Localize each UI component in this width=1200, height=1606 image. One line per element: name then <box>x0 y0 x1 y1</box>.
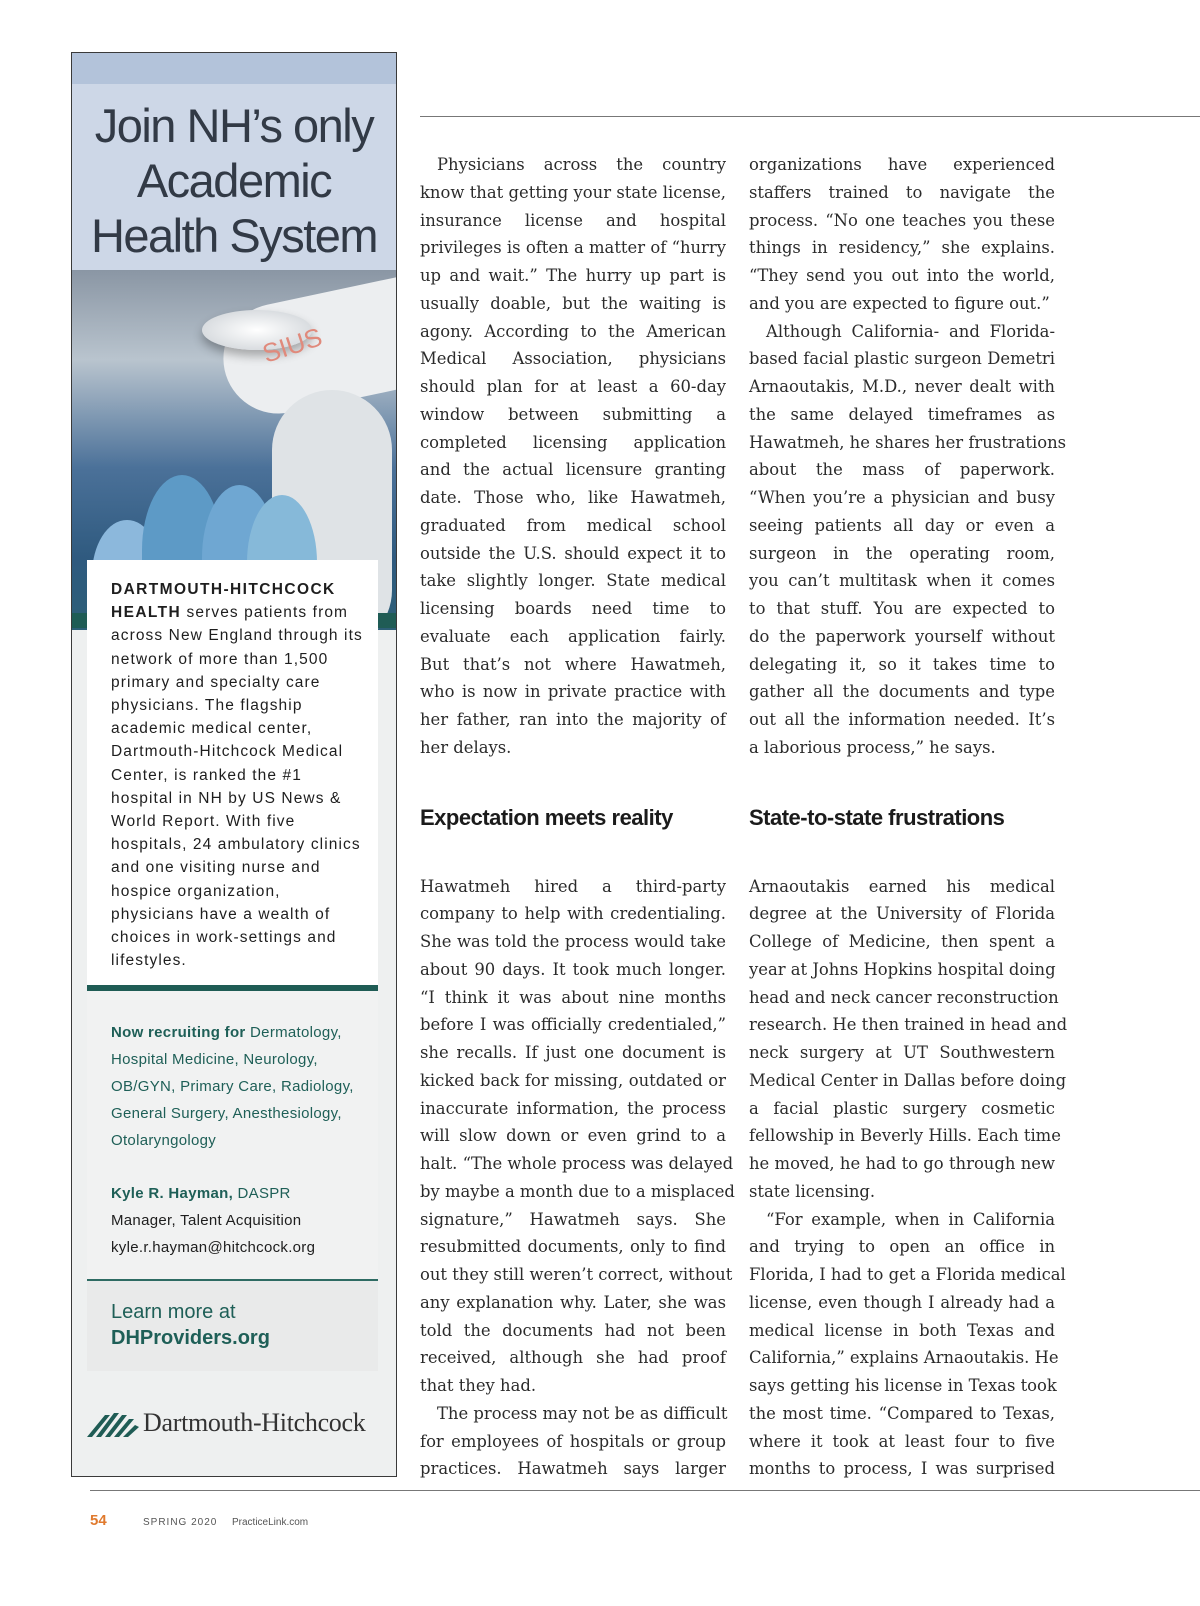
ad-headline-line: Health System <box>90 209 378 262</box>
text-line: “When you’re a physician and busy <box>749 488 1055 507</box>
text-line: will slow down or even grind to a <box>420 1126 726 1146</box>
text-line: before I was officially credentialed,” <box>420 1015 726 1035</box>
text-line: outside the U.S. should expect it to <box>420 543 726 563</box>
text-line: and the actual licensure granting <box>420 460 726 480</box>
advertisement <box>71 52 397 1477</box>
text-line: process. “No one teaches you these <box>749 210 1055 230</box>
text-line: signature,” Hawatmeh says. She <box>420 1209 726 1229</box>
ad-description <box>87 560 378 985</box>
text-line: her father, ran into the majority of <box>420 710 726 729</box>
ad-headline-line: Join NH’s only <box>94 99 374 152</box>
text-line: by maybe a month due to a misplaced <box>420 1181 735 1201</box>
text-line: California,” explains Arnaoutakis. He <box>749 1348 1059 1368</box>
text-line: completed licensing application <box>420 432 726 452</box>
text-line: the same delayed timeframes as <box>749 404 1055 424</box>
contact-info <box>111 1180 378 1261</box>
section-heading: State-to-state frustrations <box>749 804 1005 830</box>
text-line: told the documents had not been <box>420 1320 726 1340</box>
paragraph <box>749 318 1067 762</box>
text-line: a laborious process,” he says. <box>749 737 996 757</box>
text-line: that they had. <box>420 1376 537 1395</box>
text-line: up and wait.” The hurry up part is <box>420 266 726 285</box>
text-line: graduated from medical school <box>420 515 726 535</box>
text-line: resubmitted documents, only to find <box>420 1237 726 1257</box>
text-line: he moved, he had to go through new <box>749 1154 1055 1173</box>
recruiting-section <box>87 991 378 1281</box>
text-line: license, even though I already had a <box>749 1292 1055 1312</box>
text-line: licensing boards need time to <box>420 599 726 618</box>
text-line: inaccurate information, the process <box>420 1098 726 1118</box>
text-line: agony. According to the American <box>420 321 726 341</box>
text-line: fellowship in Beverly Hills. Each time <box>749 1126 1061 1146</box>
text-line: who is now in private practice with <box>420 682 726 702</box>
paragraph <box>420 1400 726 1483</box>
paragraph <box>420 873 735 1400</box>
text-line: state licensing. <box>749 1181 876 1201</box>
text-line: Hawatmeh hired a third-party <box>420 876 726 896</box>
text-line: delegating it, so it takes time to <box>749 654 1055 674</box>
recruiting-label: Now recruiting for <box>111 1024 246 1041</box>
text-line: to that stuff. You are expected to <box>749 599 1055 618</box>
text-line: where it took at least four to five <box>749 1431 1055 1451</box>
text-line: She was told the process would take <box>420 932 726 951</box>
text-line: Arnaoutakis, M.D., never dealt with <box>749 377 1055 396</box>
text-line: “I think it was about nine months <box>420 987 726 1007</box>
text-line: things in residency,” she explains. <box>749 238 1055 258</box>
site-name: PracticeLink.com <box>232 1517 309 1528</box>
text-line: Arnaoutakis earned his medical <box>749 876 1055 896</box>
text-line: about 90 days. It took much longer. <box>420 959 726 979</box>
text-line: months to process, I was surprised <box>749 1459 1055 1479</box>
text-line: her delays. <box>420 737 512 757</box>
text-line: and you are expected to figure out.” <box>749 293 1050 313</box>
text-line: seeing patients all day or even a <box>749 515 1055 535</box>
text-line: do the paperwork yourself without <box>749 626 1055 646</box>
text-line: The process may not be as difficult <box>437 1403 728 1423</box>
text-line: know that getting your state license, <box>420 182 726 202</box>
ad-headline <box>72 84 396 270</box>
text-line: gather all the documents and type <box>749 682 1055 702</box>
text-line: says getting his license in Texas took <box>749 1376 1057 1395</box>
paragraph <box>749 151 1055 318</box>
text-line: a facial plastic surgery cosmetic <box>749 1098 1055 1118</box>
contact-credential: DASPR <box>233 1185 291 1202</box>
text-line: “They send you out into the world, <box>749 266 1055 285</box>
paragraph <box>749 1206 1066 1484</box>
text-line: the most time. “Compared to Texas, <box>749 1403 1055 1423</box>
text-line: about the mass of paperwork. <box>749 460 1055 480</box>
ad-headline-line: Academic <box>136 154 332 207</box>
text-line: take slightly longer. State medical <box>420 571 726 591</box>
text-line: Florida, I had to get a Florida medical <box>749 1265 1066 1284</box>
text-line: kicked back for missing, outdated or <box>420 1070 726 1090</box>
section-heading: Expectation meets reality <box>420 804 673 830</box>
specialties-list: Dermatology, Hospital Medicine, Neurology, OB/GYN, Primary Care, Radiology, General Surgery, Anesthesiology, Otolaryngology <box>111 1024 354 1149</box>
ad-body-text: serves patients from across New England through its network of more than 1,500 primary and specialty care physicians. The flagship academic medical center, Dartmouth-Hitchcock Medical Center, is ranked the #1 hospital in NH by US News & World Report. With five hospitals, 24 ambulatory clinics and one visiting nurse and hospice organization, physicians have a wealth of choices in work-settings and lifestyles. <box>111 604 363 970</box>
photo-brand-text: SIUS <box>258 321 326 369</box>
text-line: Hawatmeh, he shares her frustrations <box>749 432 1067 452</box>
text-line: out all the information needed. It’s <box>749 710 1055 729</box>
text-line: organizations have experienced <box>749 155 1055 174</box>
issue-label: SPRING 2020 <box>143 1517 218 1528</box>
text-line: and trying to open an office in <box>749 1237 1055 1257</box>
text-line: out they still weren’t correct, without <box>420 1265 733 1284</box>
text-line: staffers trained to navigate the <box>749 182 1055 202</box>
logo-stripes-icon <box>87 1409 139 1437</box>
logo-wordmark: Dartmouth-Hitchcock <box>143 1408 366 1437</box>
text-line: company to help with credentialing. <box>420 904 726 924</box>
text-line: Physicians across the country <box>437 155 726 174</box>
website-link[interactable]: DHProviders.org <box>111 1327 270 1349</box>
text-line: Although California- and Florida- <box>766 321 1055 341</box>
text-line: Medical Association, physicians <box>420 349 726 369</box>
text-line: insurance license and hospital <box>420 210 726 230</box>
text-line: degree at the University of Florida <box>749 904 1055 924</box>
paragraph <box>420 151 726 762</box>
text-line: she recalls. If just one document is <box>420 1043 726 1062</box>
text-line: any explanation why. Later, she was <box>420 1292 726 1312</box>
text-line: evaluate each application fairly. <box>420 626 726 646</box>
article-column-1 <box>420 151 735 1483</box>
text-line: College of Medicine, then spent a <box>749 932 1055 951</box>
text-line: head and neck cancer reconstruction <box>749 987 1059 1007</box>
text-line: year at Johns Hopkins hospital doing <box>749 959 1056 979</box>
text-line: halt. “The whole process was delayed <box>420 1154 734 1173</box>
page-number: 54 <box>90 1512 107 1529</box>
text-line: you can’t multitask when it comes <box>749 571 1055 591</box>
text-line: should plan for at least a 60-day <box>420 377 726 396</box>
ad-top-band <box>72 53 396 84</box>
text-line: for employees of hospitals or group <box>420 1431 726 1451</box>
footer-rule <box>90 1490 1200 1491</box>
text-line: “For example, when in California <box>766 1209 1055 1229</box>
text-line: received, although she had proof <box>420 1348 726 1368</box>
paragraph <box>749 873 1068 1206</box>
text-line: date. Those who, like Hawatmeh, <box>420 488 726 507</box>
top-rule <box>420 116 1200 117</box>
text-line: Medical Center in Dallas before doing <box>749 1070 1067 1090</box>
text-line: research. He then trained in head and <box>749 1015 1068 1035</box>
text-line: window between submitting a <box>420 404 726 424</box>
contact-email-link[interactable]: kyle.r.hayman@hitchcock.org <box>111 1239 316 1256</box>
text-line: privileges is often a matter of “hurry <box>420 238 726 258</box>
text-line: based facial plastic surgeon Demetri <box>749 349 1055 369</box>
learn-more <box>87 1281 378 1371</box>
ad-org-name: DARTMOUTH-HITCHCOCK HEALTH <box>111 581 336 622</box>
text-line: practices. Hawatmeh says larger <box>420 1459 726 1479</box>
text-line: medical license in both Texas and <box>749 1320 1055 1340</box>
text-line: But that’s not where Hawatmeh, <box>420 654 726 674</box>
article-column-2 <box>749 151 1068 1483</box>
contact-title: Manager, Talent Acquisition <box>111 1212 302 1229</box>
learn-more-label: Learn more at <box>111 1301 236 1323</box>
contact-name: Kyle R. Hayman, <box>111 1185 234 1202</box>
dartmouth-hitchcock-logo <box>87 1405 387 1441</box>
text-line: neck surgery at UT Southwestern <box>749 1043 1055 1062</box>
text-line: surgeon in the operating room, <box>749 543 1055 563</box>
text-line: usually doable, but the waiting is <box>420 293 726 313</box>
